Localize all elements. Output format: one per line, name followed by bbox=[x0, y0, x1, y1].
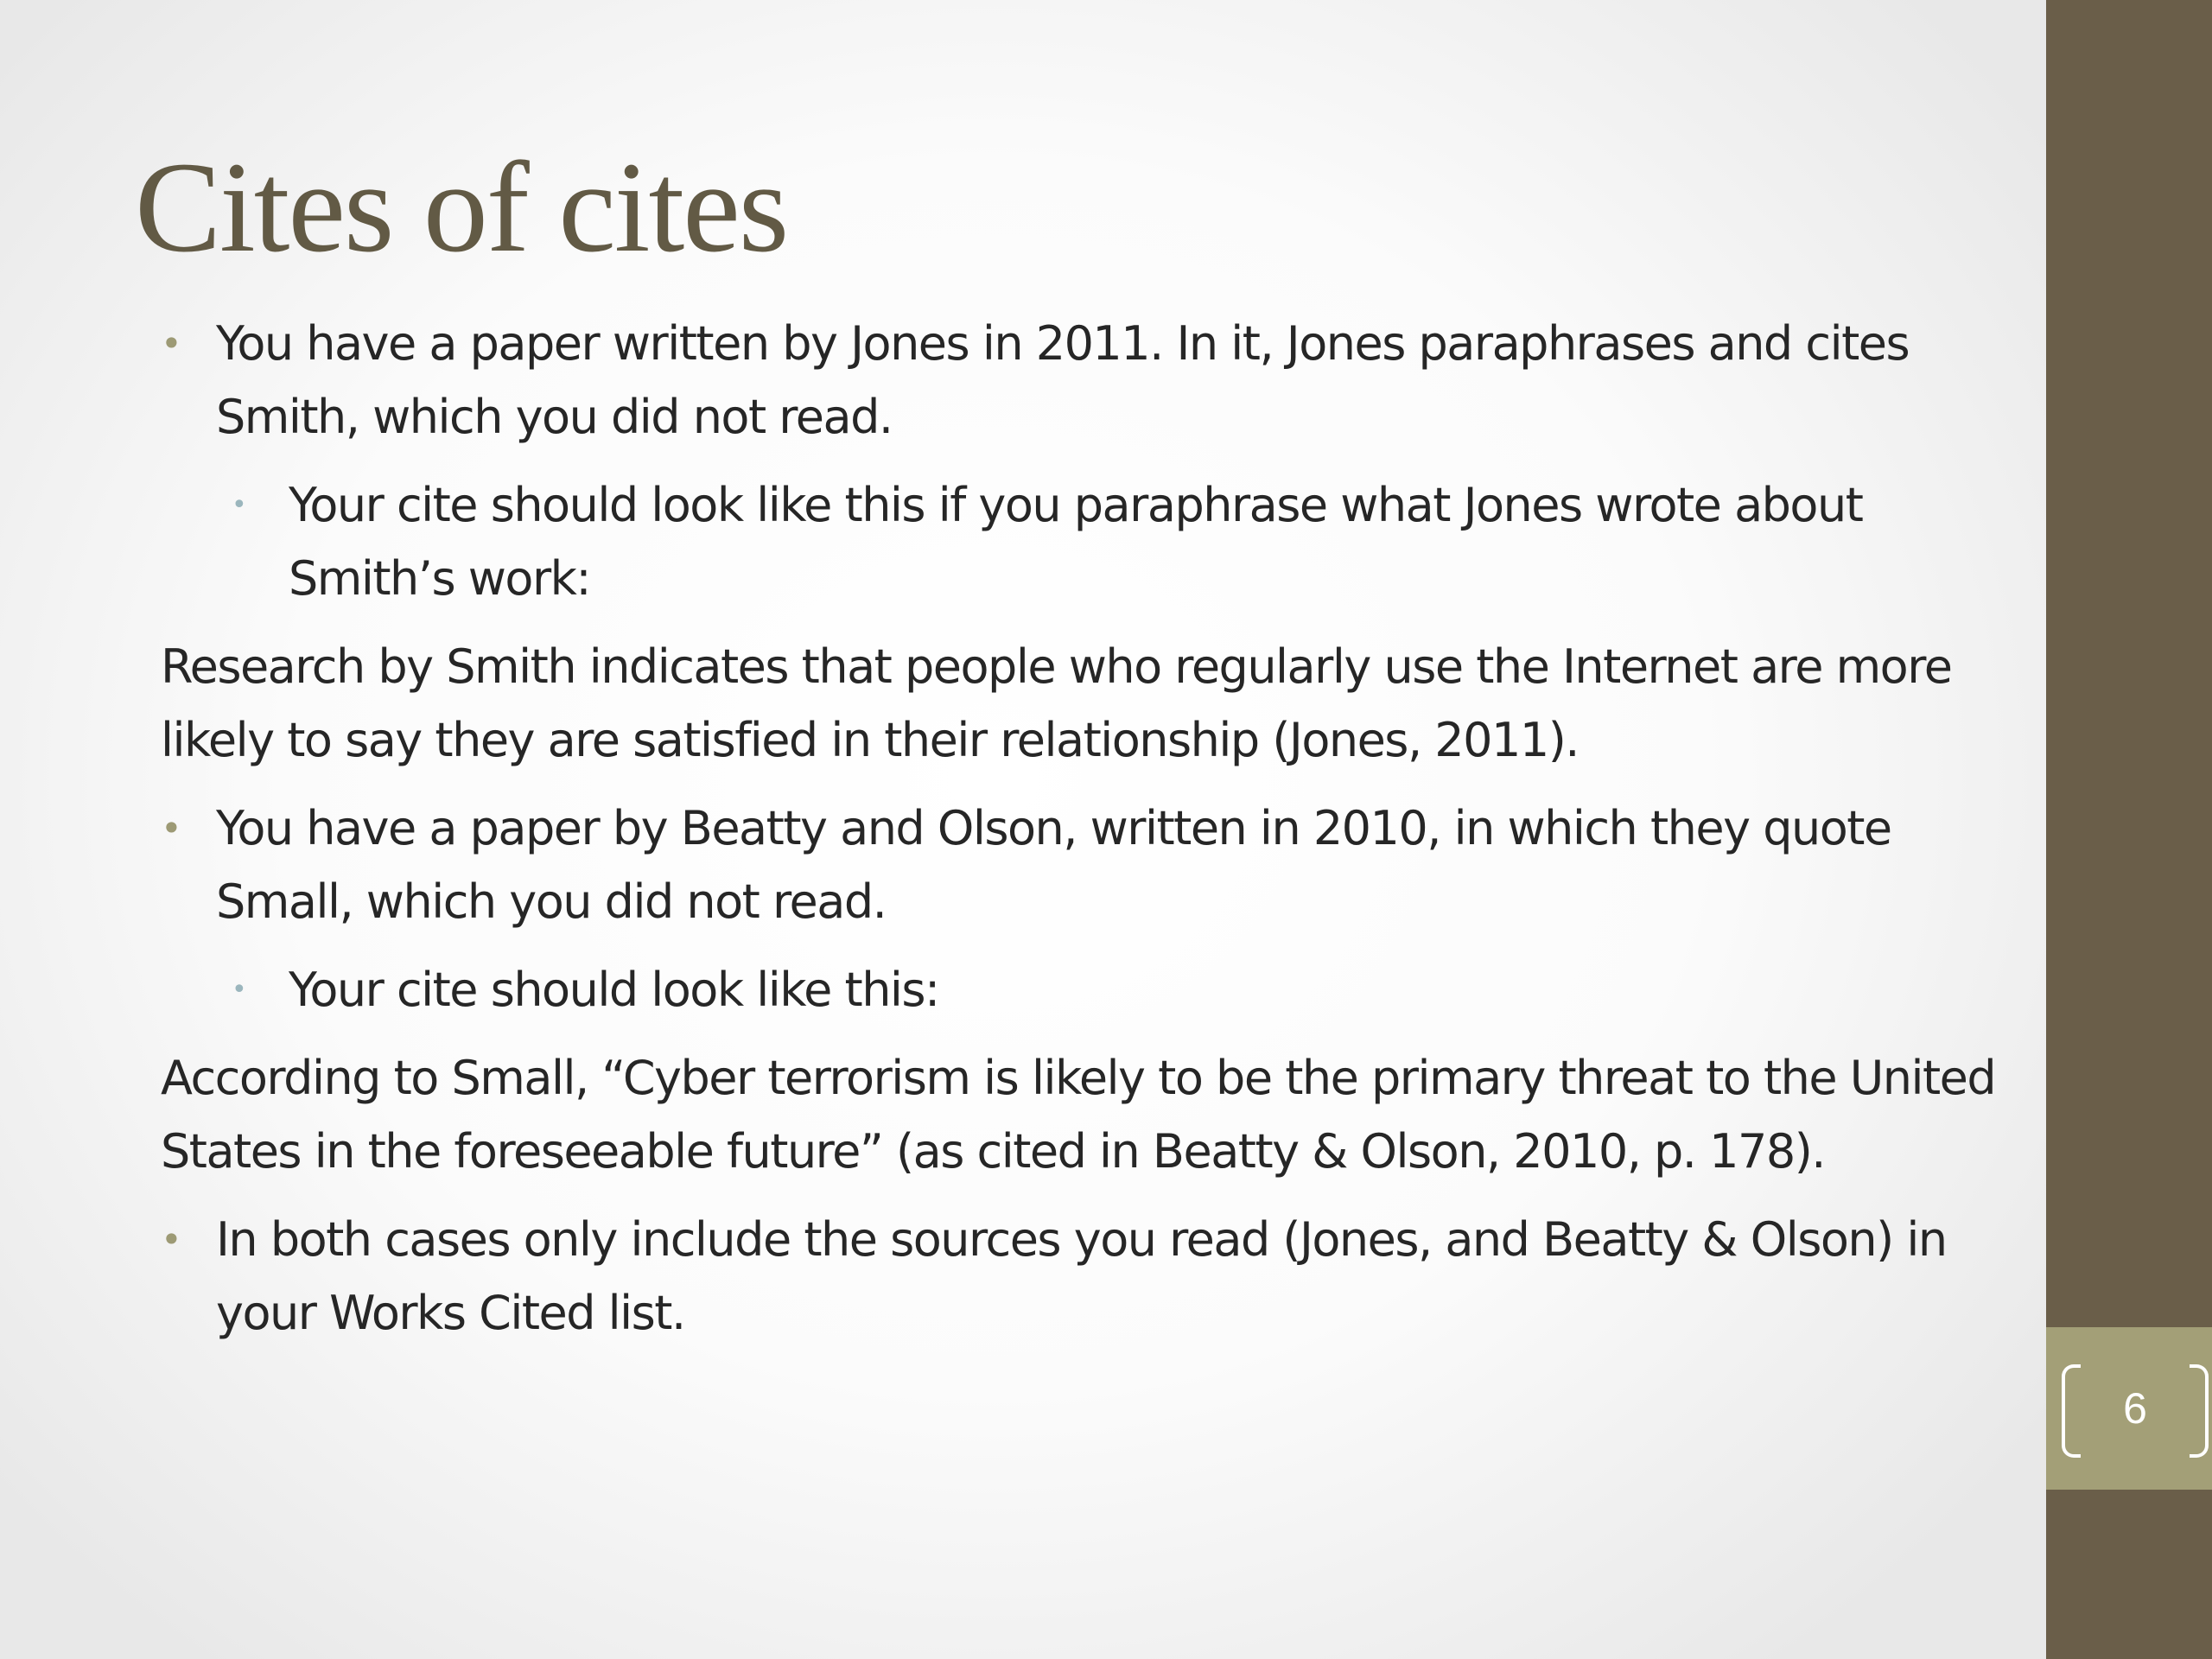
example-paragraph-small bbox=[161, 1041, 2027, 1188]
page-number: 6 bbox=[2123, 1384, 2147, 1433]
sub-bullet-dot-icon: • bbox=[232, 490, 246, 520]
sub-bullet-text: Your cite should look like this: bbox=[289, 963, 939, 1017]
bullet-text: In both cases only include the sources you read (Jones, and Beatty & Olson) in your Works Cited list. bbox=[216, 1212, 1947, 1340]
bullet-text: You have a paper by Beatty and Olson, written in 2010, in which they quote Small, which you did not read. bbox=[216, 801, 1891, 929]
sub-bullet-item-paraphrase-cite bbox=[161, 468, 2027, 615]
bullet-dot-icon: • bbox=[161, 807, 181, 849]
page-number-tab bbox=[2046, 1327, 2212, 1490]
left-bracket-icon bbox=[2062, 1364, 2081, 1458]
sub-bullet-dot-icon: • bbox=[232, 975, 246, 1005]
sub-bullet-item-quote-cite bbox=[161, 953, 2027, 1027]
example-text: According to Small, “Cyber terrorism is likely to be the primary threat to the United States in the foreseeable future” (as cited in Beatty & Olson, 2010, p. 178). bbox=[161, 1051, 1996, 1179]
bullet-item-works-cited bbox=[161, 1203, 2027, 1350]
sub-bullet-text: Your cite should look like this if you paraphrase what Jones wrote about Smith’s work: bbox=[289, 478, 1863, 606]
bullet-text: You have a paper written by Jones in 2011. In it, Jones paraphrases and cites Smith, which you did not read. bbox=[216, 316, 1910, 444]
bullet-dot-icon: • bbox=[161, 1218, 181, 1261]
bullet-item-jones-paper bbox=[161, 307, 2027, 454]
bullet-item-beatty-olson-paper bbox=[161, 791, 2027, 938]
example-paragraph-smith bbox=[161, 630, 2027, 777]
slide-content bbox=[161, 307, 2027, 1350]
bullet-dot-icon: • bbox=[161, 322, 181, 365]
slide-title: Cites of cites bbox=[135, 136, 788, 279]
right-bracket-icon bbox=[2190, 1364, 2209, 1458]
example-text: Research by Smith indicates that people who regularly use the Internet are more likely to say they are satisfied in their relationship (Jones, 2011). bbox=[161, 639, 1952, 767]
